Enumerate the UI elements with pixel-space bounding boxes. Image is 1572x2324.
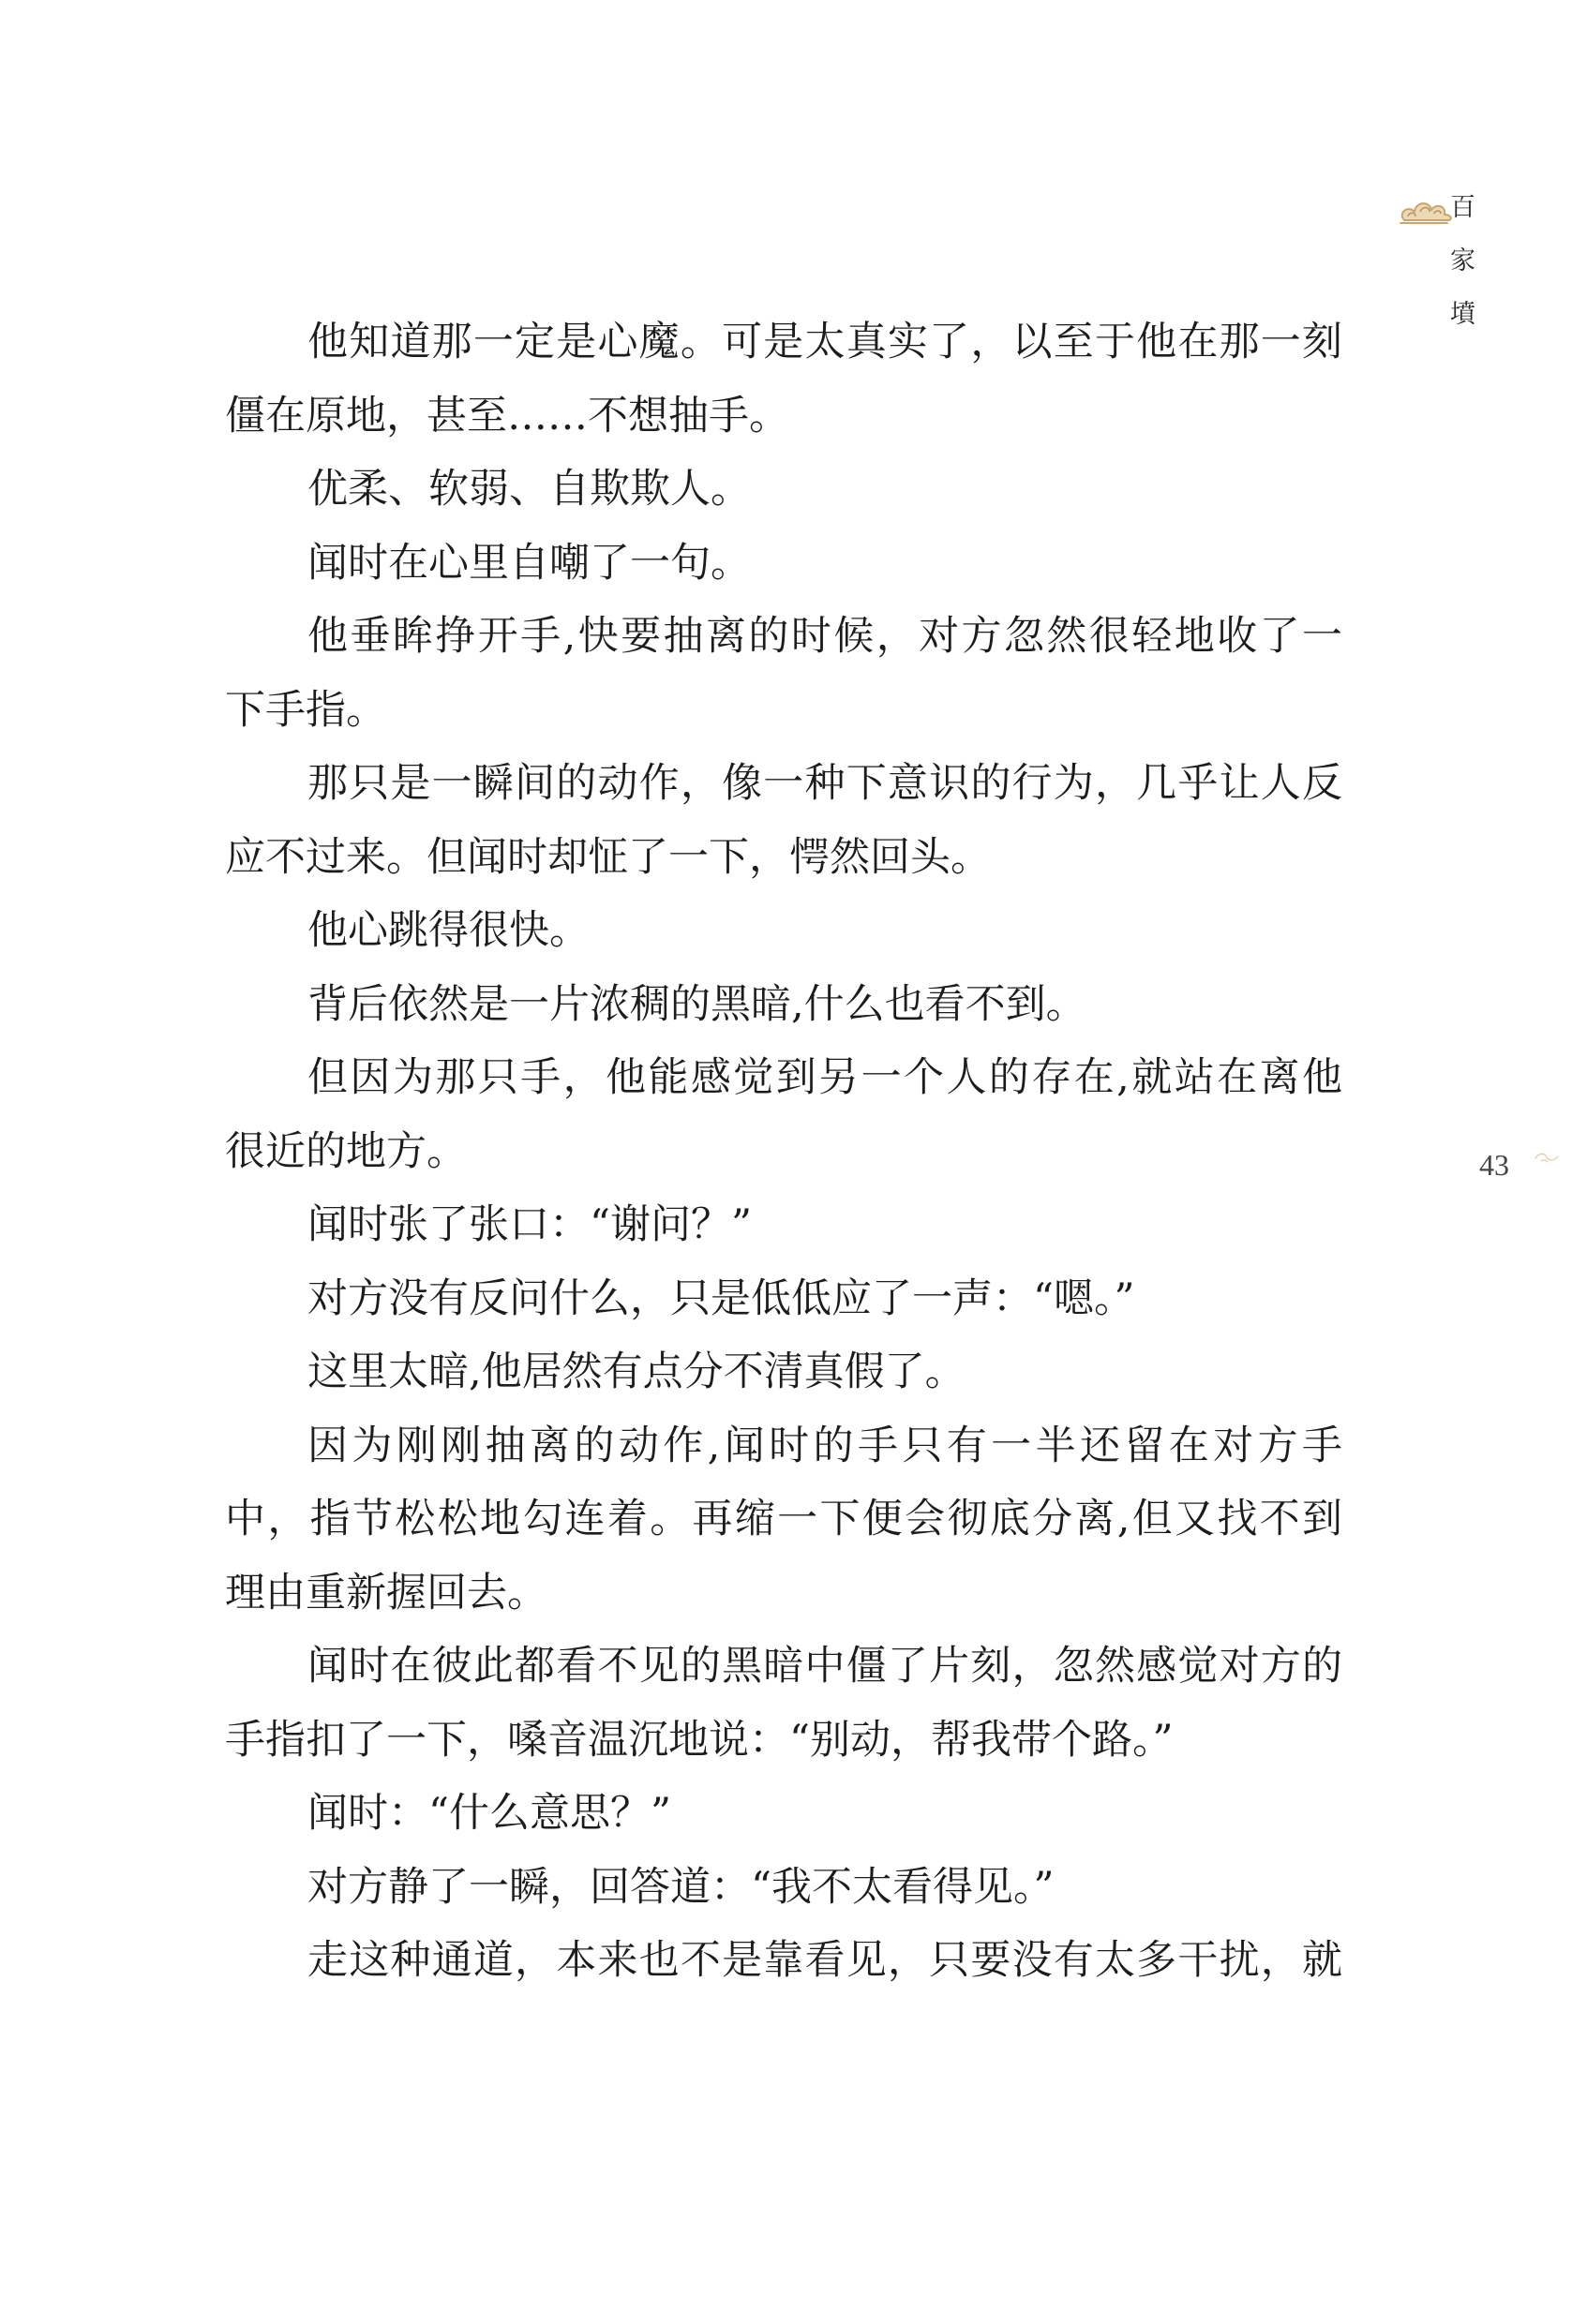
paragraph <box>225 968 1342 1042</box>
paragraph <box>225 747 1342 894</box>
paragraph <box>225 1041 1342 1188</box>
running-head-title: 百家墳 <box>1445 193 1475 353</box>
body-text <box>225 305 1342 1998</box>
text-line: 应不过来。但闻时却怔了一下，愕然回头。 <box>225 833 991 881</box>
paragraph <box>225 1262 1342 1336</box>
text-line: 对方静了一瞬，回答道：“我不太看得见。” <box>307 1863 1055 1911</box>
text-line: 走这种通道，本来也不是靠看见，只要没有太多干扰，就 <box>307 1937 1342 1984</box>
text-line: 他心跳得很快。 <box>307 907 590 954</box>
text-line: 闻时在心里自嘲了一句。 <box>307 539 751 587</box>
text-line: 因为刚刚抽离的动作,闻时的手只有一半还留在对方手 <box>307 1422 1342 1469</box>
text-line: 理由重新握回去。 <box>225 1569 547 1616</box>
text-line: 僵在原地，甚至……不想抽手。 <box>225 392 789 439</box>
text-line: 闻时：“什么意思？” <box>307 1790 671 1837</box>
text-line: 闻时在彼此都看不见的黑暗中僵了片刻，忽然感觉对方的 <box>307 1643 1342 1690</box>
text-line: 中，指节松松地勾连着。再缩一下便会彻底分离,但又找不到 <box>225 1496 1342 1542</box>
text-line: 优柔、软弱、自欺欺人。 <box>307 466 751 513</box>
text-line: 闻时张了张口：“谢问？” <box>307 1201 752 1248</box>
text-line: 他知道那一定是心魔。可是太真实了，以至于他在那一刻 <box>307 319 1342 365</box>
swirl-ornament-icon <box>1534 1149 1562 1166</box>
paragraph <box>225 1851 1342 1925</box>
text-line: 他垂眸挣开手,快要抽离的时候，对方忽然很轻地收了一 <box>307 613 1342 660</box>
text-line: 对方没有反问什么，只是低低应了一声：“嗯。” <box>307 1274 1135 1322</box>
text-line: 很近的地方。 <box>225 1127 467 1175</box>
text-line: 手指扣了一下，嗓音温沉地说：“别动，帮我带个路。” <box>225 1716 1174 1764</box>
paragraph <box>225 1630 1342 1777</box>
text-line: 那只是一瞬间的动作，像一种下意识的行为，几乎让人反 <box>307 760 1342 807</box>
text-line: 但因为那只手，他能感觉到另一个人的存在,就站在离他 <box>307 1054 1342 1101</box>
page-number: 43 <box>1479 1148 1509 1182</box>
paragraph <box>225 305 1342 453</box>
paragraph <box>225 1188 1342 1262</box>
paragraph <box>225 527 1342 601</box>
paragraph <box>225 1777 1342 1851</box>
paragraph <box>225 1335 1342 1409</box>
paragraph <box>225 600 1342 747</box>
paragraph <box>225 453 1342 527</box>
paragraph <box>225 1924 1342 1998</box>
text-line: 背后依然是一片浓稠的黑暗,什么也看不到。 <box>307 980 1086 1028</box>
paragraph <box>225 1409 1342 1631</box>
text-line: 下手指。 <box>225 686 386 734</box>
paragraph <box>225 894 1342 968</box>
text-line: 这里太暗,他居然有点分不清真假了。 <box>307 1348 966 1395</box>
